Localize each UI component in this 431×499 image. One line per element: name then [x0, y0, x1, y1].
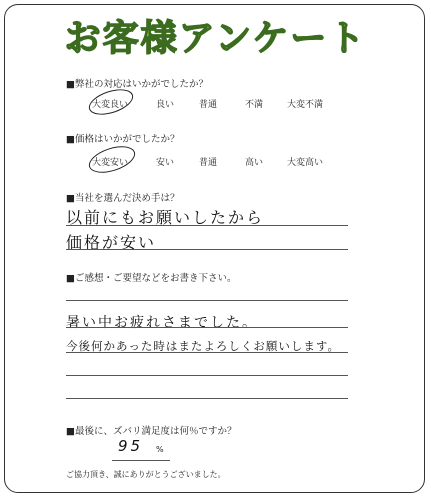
option-price-normal[interactable]: 普通: [199, 158, 218, 168]
percent-unit: %: [156, 445, 164, 454]
question-service: ■弊社の対応はいかがでしたか？: [66, 79, 208, 90]
option-service-normal[interactable]: 普通: [199, 100, 218, 110]
question-comments: ■ご感想・ご要望などをお書き下さい。: [66, 273, 237, 284]
answer-line: [66, 398, 348, 399]
option-price-cheap[interactable]: 安い: [156, 158, 175, 168]
option-service-good[interactable]: 良い: [156, 100, 175, 110]
answer-line: [66, 300, 348, 301]
handwritten-answer-line: 以前にもお願いしたから: [66, 208, 265, 227]
handwritten-answer-line: 暑い中お疲れさまでした。: [66, 315, 258, 331]
option-price-expensive[interactable]: 高い: [245, 158, 264, 168]
answer-line: [66, 225, 348, 226]
option-service-dissatisfied[interactable]: 不満: [245, 100, 264, 110]
option-service-very-dissatisfied[interactable]: 大変不満: [287, 100, 324, 110]
handwritten-answer-line: 今後何かあった時はまたよろしくお願いします。: [66, 339, 340, 353]
score-line: [112, 460, 170, 461]
survey-title: お客様アンケート: [64, 18, 367, 59]
question-satisfaction: ■最後に、ズバリ満足度は何％ですか？: [66, 426, 237, 437]
handwritten-answer-line: 価格が安い: [66, 233, 157, 252]
question-reason: ■当社を選んだ決め手は？: [66, 193, 180, 204]
option-price-very-expensive[interactable]: 大変高い: [287, 158, 324, 168]
answer-line: [66, 327, 348, 328]
question-price: ■価格はいかがでしたか？: [66, 134, 180, 145]
satisfaction-score: 95: [118, 437, 144, 455]
answer-line: [66, 249, 348, 250]
answer-line: [66, 375, 348, 376]
answer-line: [66, 352, 348, 353]
footer-thanks: ご協力頂き、誠にありがとうございました。: [66, 470, 226, 479]
option-price-very-cheap[interactable]: 大変安い: [92, 158, 129, 168]
option-service-very-good[interactable]: 大変良い: [92, 100, 129, 110]
